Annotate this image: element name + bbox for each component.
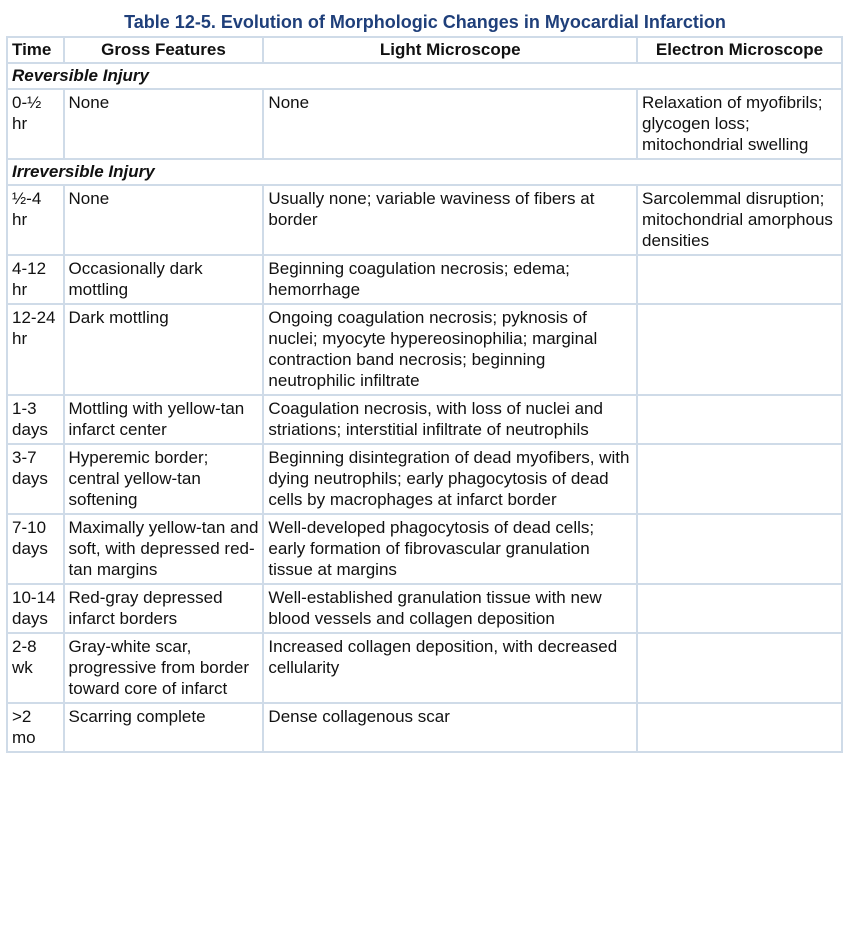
- gross-cell: Red-gray depressed infarct borders: [65, 585, 263, 632]
- table-row: [8, 186, 841, 254]
- time-cell: 4-12 hr: [8, 256, 63, 303]
- electron-cell: [638, 704, 841, 751]
- time-cell: >2 mo: [8, 704, 63, 751]
- gross-cell: Scarring complete: [65, 704, 263, 751]
- gross-cell: None: [65, 186, 263, 254]
- light-cell: Well-established granulation tissue with new blood vessels and collagen deposition: [264, 585, 636, 632]
- time-cell: 3-7 days: [8, 445, 63, 513]
- light-cell: Usually none; variable waviness of fibers at border: [264, 186, 636, 254]
- table-row: [8, 90, 841, 158]
- gross-cell: None: [65, 90, 263, 158]
- table-row: [8, 634, 841, 702]
- table-row: [8, 515, 841, 583]
- time-cell: 10-14 days: [8, 585, 63, 632]
- gross-cell: Maximally yellow-tan and soft, with depressed red-tan margins: [65, 515, 263, 583]
- electron-cell: Sarcolemmal disruption; mitochondrial amorphous densities: [638, 186, 841, 254]
- electron-cell: [638, 305, 841, 394]
- gross-cell: Occasionally dark mottling: [65, 256, 263, 303]
- light-cell: Increased collagen deposition, with decreased cellularity: [264, 634, 636, 702]
- electron-cell: [638, 396, 841, 443]
- table-row: [8, 445, 841, 513]
- light-cell: Beginning coagulation necrosis; edema; hemorrhage: [264, 256, 636, 303]
- electron-cell: [638, 585, 841, 632]
- light-cell: Dense collagenous scar: [264, 704, 636, 751]
- gross-cell: Mottling with yellow-tan infarct center: [65, 396, 263, 443]
- section-row-irreversible: [8, 160, 841, 184]
- header-gross-features: Gross Features: [65, 38, 263, 62]
- table-row: [8, 585, 841, 632]
- electron-cell: Relaxation of myofibrils; glycogen loss; mitochondrial swelling: [638, 90, 841, 158]
- table-body: [8, 64, 841, 751]
- electron-cell: [638, 445, 841, 513]
- time-cell: 0-½ hr: [8, 90, 63, 158]
- header-row: [8, 38, 841, 62]
- light-cell: None: [264, 90, 636, 158]
- table-row: [8, 305, 841, 394]
- electron-cell: [638, 515, 841, 583]
- time-cell: 12-24 hr: [8, 305, 63, 394]
- header-light-microscope: Light Microscope: [264, 38, 636, 62]
- light-cell: Ongoing coagulation necrosis; pyknosis of nuclei; myocyte hypereosinophilia; marginal contraction band necrosis; beginning neutrophilic infiltrate: [264, 305, 636, 394]
- time-cell: ½-4 hr: [8, 186, 63, 254]
- section-label: Irreversible Injury: [8, 160, 841, 184]
- header-electron-microscope: Electron Microscope: [638, 38, 841, 62]
- light-cell: Well-developed phagocytosis of dead cells; early formation of fibrovascular granulation tissue at margins: [264, 515, 636, 583]
- gross-cell: Hyperemic border; central yellow-tan softening: [65, 445, 263, 513]
- time-cell: 2-8 wk: [8, 634, 63, 702]
- time-cell: 1-3 days: [8, 396, 63, 443]
- table-row: [8, 704, 841, 751]
- electron-cell: [638, 634, 841, 702]
- section-row-reversible: [8, 64, 841, 88]
- electron-cell: [638, 256, 841, 303]
- header-time: Time: [8, 38, 63, 62]
- gross-cell: Gray-white scar, progressive from border toward core of infarct: [65, 634, 263, 702]
- gross-cell: Dark mottling: [65, 305, 263, 394]
- table-row: [8, 256, 841, 303]
- light-cell: Beginning disintegration of dead myofibers, with dying neutrophils; early phagocytosis of dead cells by macrophages at infarct border: [264, 445, 636, 513]
- table-row: [8, 396, 841, 443]
- table-title: Table 12-5. Evolution of Morphologic Changes in Myocardial Infarction: [124, 12, 726, 32]
- section-label: Reversible Injury: [8, 64, 841, 88]
- light-cell: Coagulation necrosis, with loss of nuclei and striations; interstitial infiltrate of neutrophils: [264, 396, 636, 443]
- morphology-table: [6, 36, 843, 753]
- time-cell: 7-10 days: [8, 515, 63, 583]
